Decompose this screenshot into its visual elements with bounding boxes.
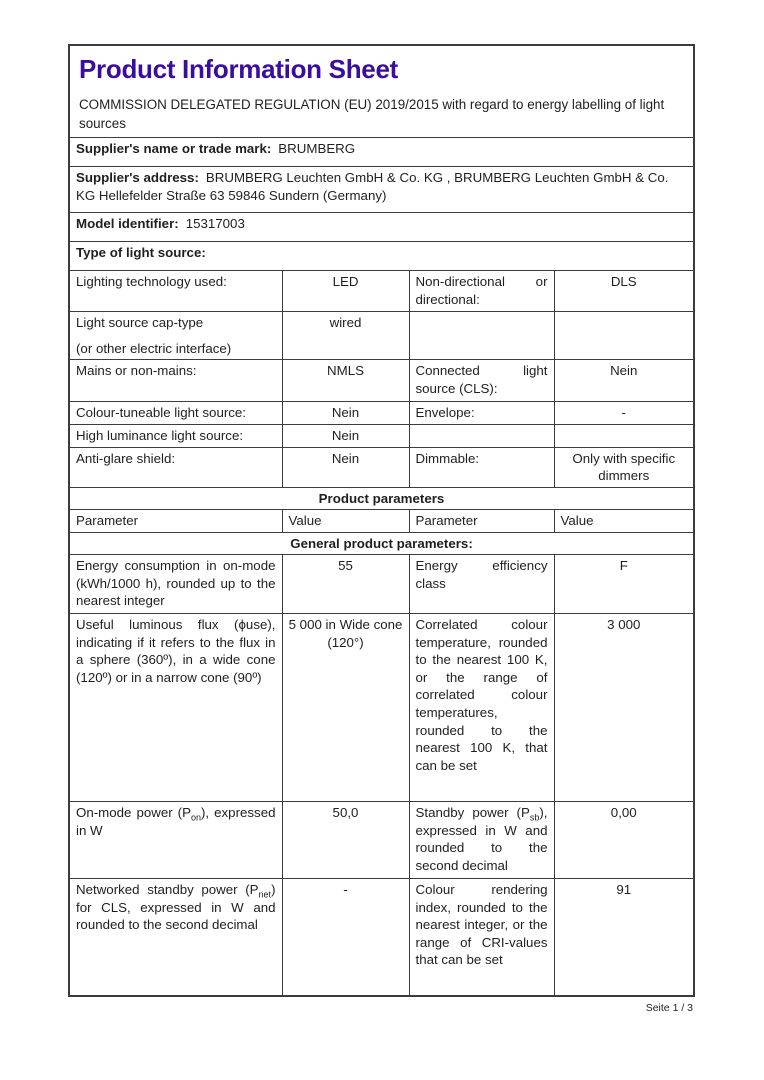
model-identifier-row bbox=[69, 213, 694, 242]
model-identifier-label: Model identifier: bbox=[76, 216, 179, 232]
energy-consumption-value: 55 bbox=[282, 555, 409, 614]
cls-param: Connected light source (CLS): bbox=[409, 360, 554, 402]
dimmable-param: Dimmable: bbox=[409, 447, 554, 487]
product-parameters-header: Product parameters bbox=[69, 487, 694, 510]
anti-glare-param: Anti-glare shield: bbox=[69, 447, 282, 487]
column-header-parameter-left: Parameter bbox=[69, 510, 282, 533]
envelope-value: - bbox=[554, 402, 694, 425]
supplier-address-label: Supplier's address: bbox=[76, 170, 199, 186]
cap-type-empty-value bbox=[554, 312, 694, 360]
product-info-table bbox=[68, 44, 695, 997]
supplier-name-value: BRUMBERG bbox=[278, 141, 356, 157]
cls-value: Nein bbox=[554, 360, 694, 402]
cap-type-empty-param bbox=[409, 312, 554, 360]
regulation-subtitle: COMMISSION DELEGATED REGULATION (EU) 2019/2015 with regard to energy labelling of light sources bbox=[79, 97, 665, 132]
page-title: Product Information Sheet bbox=[79, 54, 398, 84]
page-number: Seite 1 / 3 bbox=[645, 1002, 693, 1014]
colour-rendering-index-param: Colour rendering index, rounded to the nearest integer, or the range of CRI-values that can be set bbox=[409, 879, 554, 996]
column-header-parameter-right: Parameter bbox=[409, 510, 554, 533]
correlated-colour-temperature-value: 3 000 bbox=[554, 614, 694, 802]
supplier-name-row bbox=[69, 138, 694, 167]
mains-param: Mains or non-mains: bbox=[69, 360, 282, 402]
useful-luminous-flux-param: Useful luminous flux (ϕuse), indicating if it refers to the flux in a sphere (360º), in a wide cone (120º) or in a narrow cone (90º) bbox=[69, 614, 282, 802]
column-header-value-right: Value bbox=[554, 510, 694, 533]
correlated-colour-temperature-param: Correlated colour temperature, rounded to the nearest 100 K, or the range of correlated colour temperatures, rounded to the nearest 100 K, that can be set bbox=[409, 614, 554, 802]
high-luminance-value: Nein bbox=[282, 425, 409, 448]
title-block bbox=[69, 45, 694, 138]
energy-efficiency-class-value: F bbox=[554, 555, 694, 614]
standby-power-param: Standby power $(P_{sb})$, expressed in W and rounded to the second decimal bbox=[409, 802, 554, 879]
cap-type-value: wired bbox=[282, 312, 409, 360]
directionality-value: DLS bbox=[554, 271, 694, 312]
high-luminance-param: High luminance light source: bbox=[69, 425, 282, 448]
lighting-technology-value: LED bbox=[282, 271, 409, 312]
anti-glare-value: Nein bbox=[282, 447, 409, 487]
dimmable-value: Only with specific dimmers bbox=[554, 447, 694, 487]
general-product-parameters-header: General product parameters: bbox=[69, 532, 694, 555]
lighting-technology-param: Lighting technology used: bbox=[69, 271, 282, 312]
standby-power-value: 0,00 bbox=[554, 802, 694, 879]
networked-standby-power-param: Networked standby power $(P_{net})$ for CLS, expressed in W and rounded to the second decimal bbox=[69, 879, 282, 996]
colour-tuneable-param: Colour-tuneable light source: bbox=[69, 402, 282, 425]
high-luminance-empty-value bbox=[554, 425, 694, 448]
high-luminance-empty-param bbox=[409, 425, 554, 448]
on-mode-power-value: 50,0 bbox=[282, 802, 409, 879]
mains-value: NMLS bbox=[282, 360, 409, 402]
supplier-name-label: Supplier's name or trade mark: bbox=[76, 141, 272, 157]
supplier-address-value: BRUMBERG Leuchten GmbH & Co. KG , BRUMBERG Leuchten GmbH & Co. KG Hellefelder Straße 63 59846 Sundern (Germany) bbox=[76, 170, 669, 203]
networked-standby-power-value: - bbox=[282, 879, 409, 996]
energy-consumption-param: Energy consumption in on-mode (kWh/1000 h), rounded up to the nearest integer bbox=[69, 555, 282, 614]
supplier-address-row bbox=[69, 167, 694, 213]
cap-type-param: Light source cap-type (or other electric interface) bbox=[69, 312, 282, 360]
model-identifier-value: 15317003 bbox=[185, 216, 245, 232]
directionality-param: Non-directional or directional: bbox=[409, 271, 554, 312]
colour-rendering-index-value: 91 bbox=[554, 879, 694, 996]
column-header-value-left: Value bbox=[282, 510, 409, 533]
energy-efficiency-class-param: Energy efficiency class bbox=[409, 555, 554, 614]
type-of-light-source-header: Type of light source: bbox=[69, 242, 694, 271]
envelope-param: Envelope: bbox=[409, 402, 554, 425]
colour-tuneable-value: Nein bbox=[282, 402, 409, 425]
useful-luminous-flux-value: 5 000 in Wide cone (120°) bbox=[282, 614, 409, 802]
on-mode-power-param: On-mode power $(P_{on})$, expressed in W bbox=[69, 802, 282, 879]
